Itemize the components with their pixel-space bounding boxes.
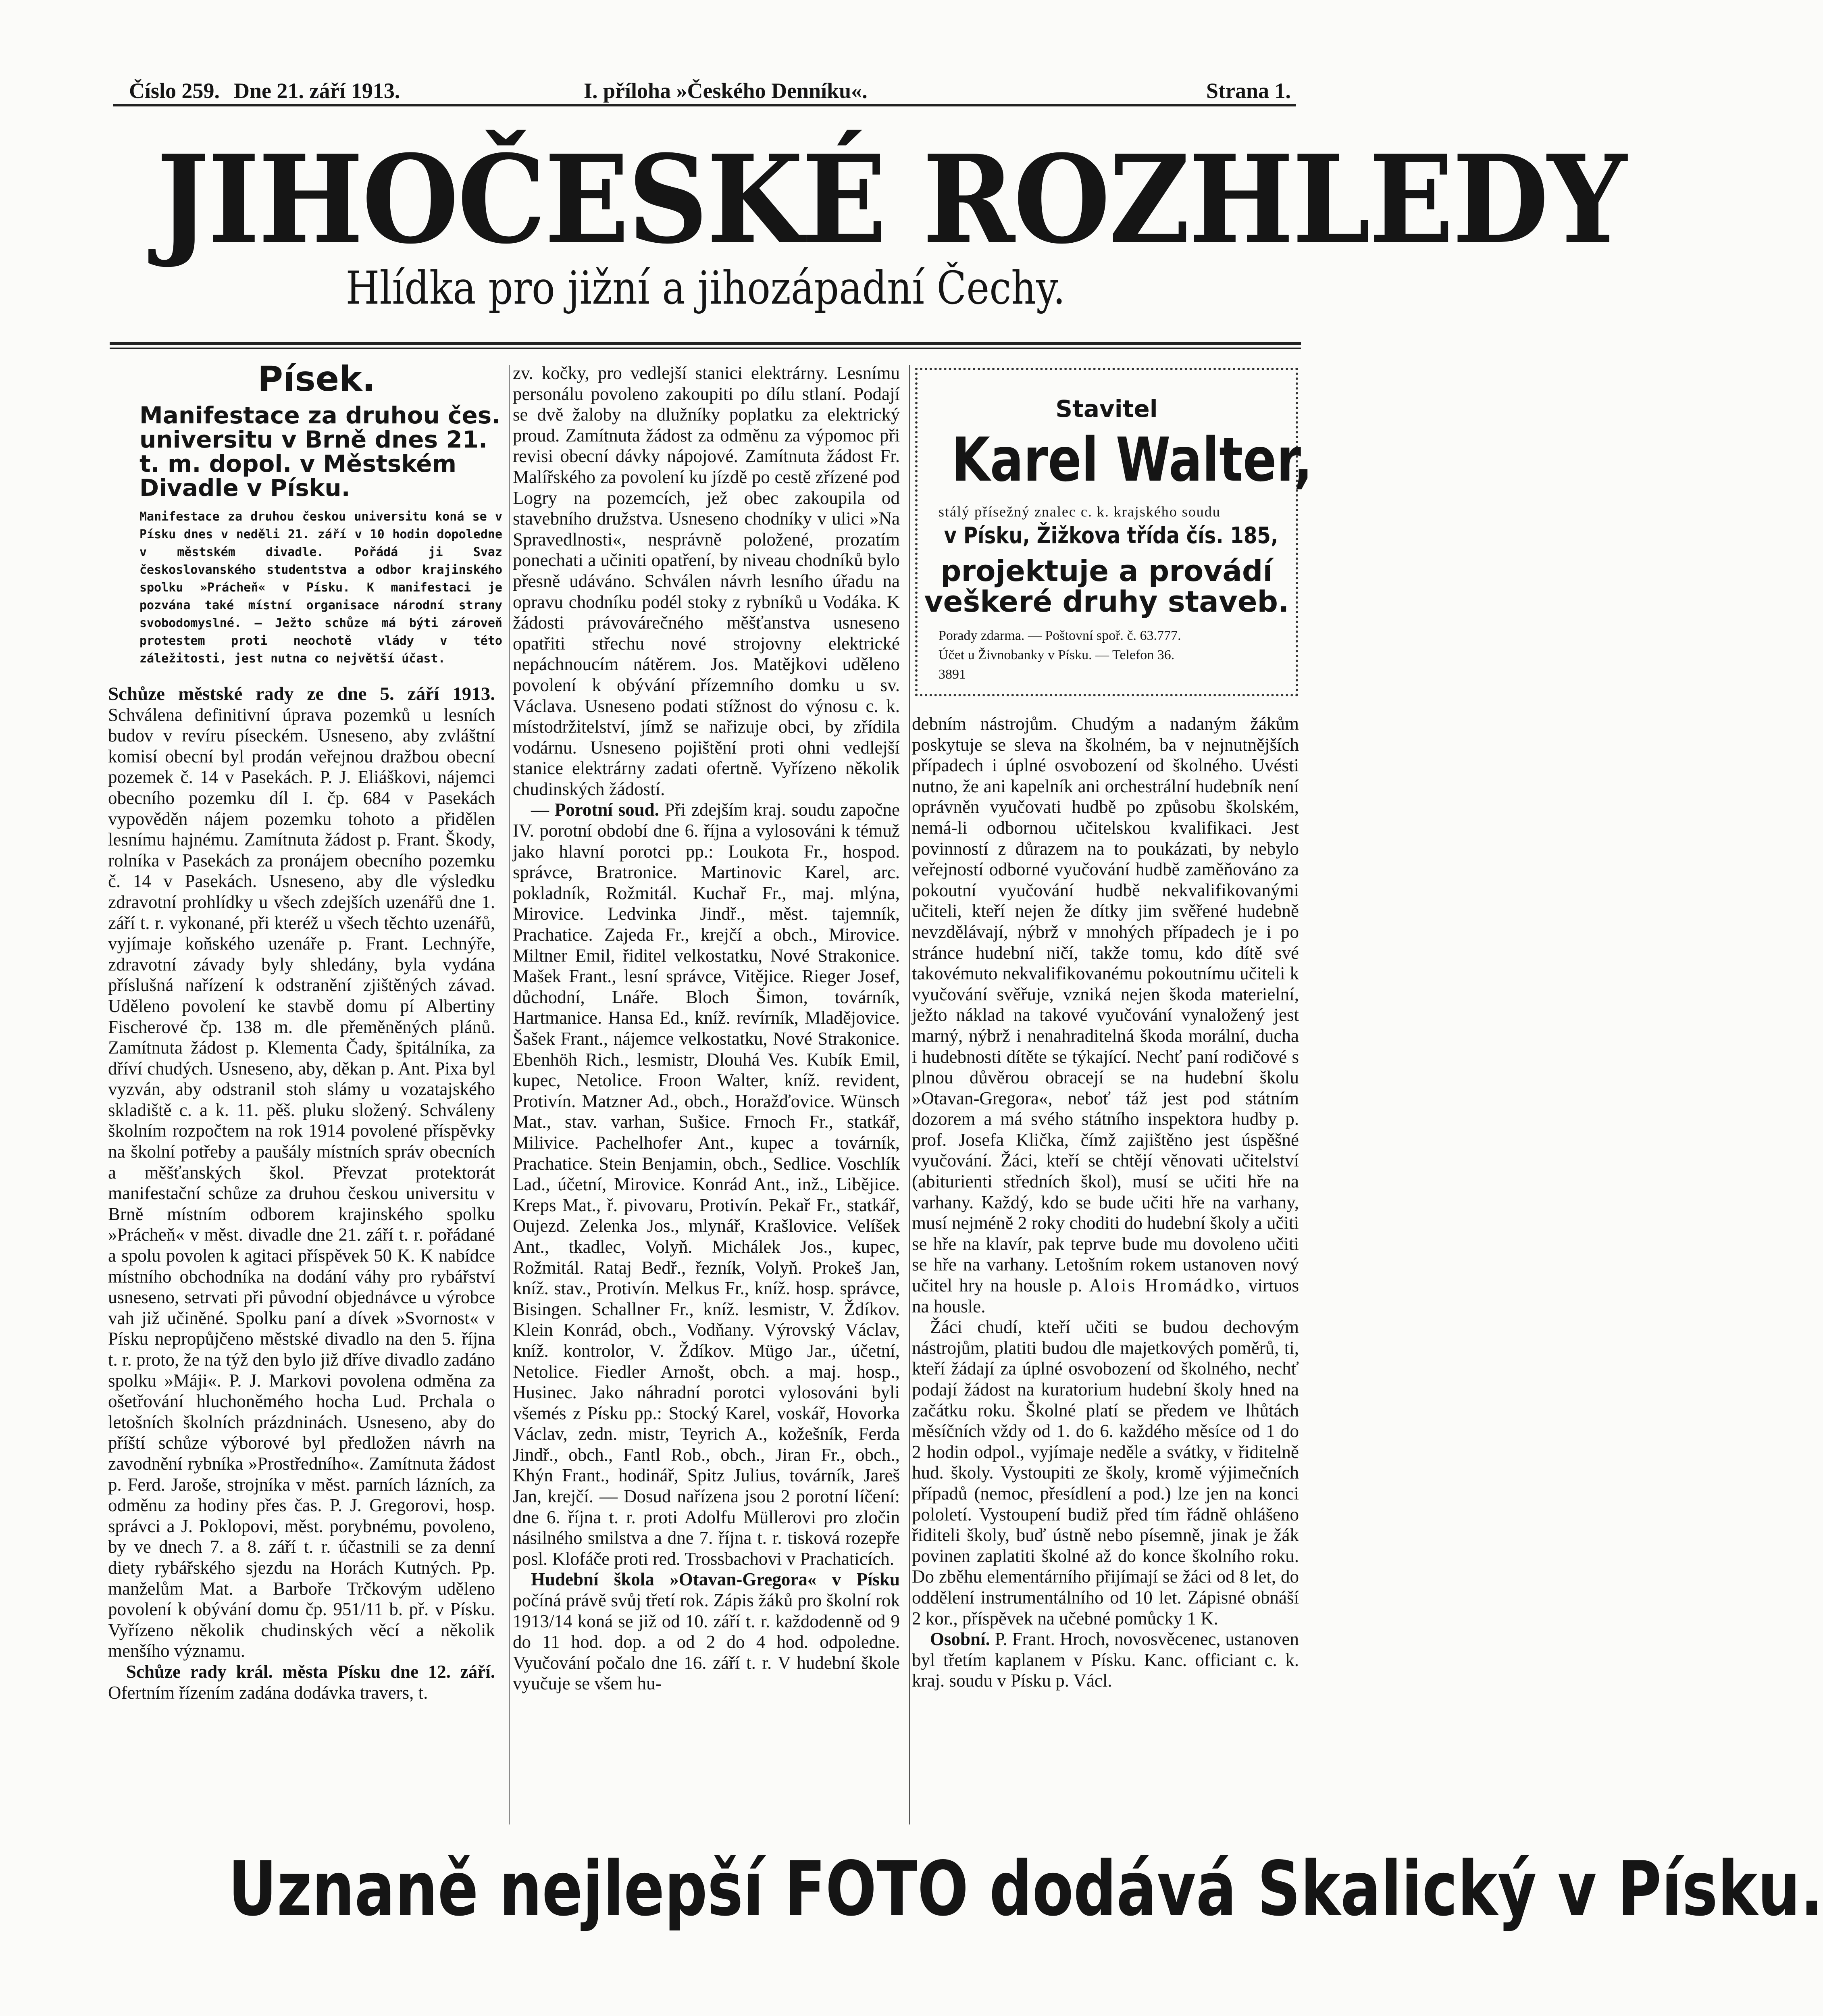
- ad-reference: 3891: [939, 667, 966, 682]
- issue-date: Dne 21. září 1913.: [234, 79, 400, 103]
- article-text: počíná právě svůj třetí rok. Zápis žáků pro školní rok 1913/14 koná se již od 10. září t. r. každodenně od 9 do 11 hod. dop. a od 2 do 4 hod. odpoledne. Vyučování počalo dne 16. září t. r. V hudební škole vyučuje se všem hu-: [513, 1590, 900, 1694]
- masthead-rule-thin: [110, 348, 1301, 349]
- article-title: Osobní.: [930, 1629, 990, 1649]
- ad-bank: Účet u Živnobanky v Písku. — Telefon 36.: [939, 648, 1175, 662]
- page-number: Strana 1.: [1206, 79, 1291, 103]
- column-2-body: [513, 363, 900, 1824]
- teacher-name: Alois Hromádko,: [1089, 1275, 1242, 1296]
- column-3-body: [912, 714, 1299, 1824]
- article-text: Žáci chudí, kteří učiti se budou dechovým nástrojům, platiti budou dle majetkových poměrů, ti, kteří žádají za úplné osvobození od školného, nechť podají žádost na kuratorium hudební školy hned na začátku roku. Školné platí se předem ve lhůtách měsíčních vždy od 1. do 6. každého měsíce od 1 do 2 hodin odpol., vyjímaje neděle a svátky, v řiditelně hud. školy. Vystoupiti ze školy, kromě výjimečních případů (nemoc, přesídlení a pod.) lze jen na konci pololetí. Vystoupení budiž před tím řádně ohlášeno řiditeli školy, buď ústně nebo písemně, jinak je žák povinen zaplatiti školné až do konce školního roku. Do zběhu elementárního přijímají se žáci od 8 let, do oddělení instrumentálního od 10 let. Zápisné obnáší 2 kor., příspěvek na učebné pomůcky 1 K.: [912, 1317, 1299, 1629]
- header-rule: [113, 104, 1296, 106]
- masthead-title: JIHOČESKÉ ROZHLEDY: [156, 128, 1625, 271]
- column-rule-2: [909, 365, 910, 1824]
- ad-contact: Porady zdarma. — Poštovní spoř. č. 63.777.: [939, 628, 1181, 643]
- article-headline: Manifestace za druhou čes. universitu v Brně dnes 21. t. m. dopol. v Městském Divadle v Písku.: [139, 402, 501, 502]
- article-title: Schůze městské rady ze dne 5. září 1913.: [108, 683, 495, 704]
- ad-services: projektuje a provádí veškeré druhy staveb.: [924, 554, 1289, 619]
- article-text: Ofertním řízením zadána dodávka travers, t.: [108, 1682, 428, 1703]
- advertisement-banner: Uznaně nejlepší FOTO dodává Skalický v Písku.: [228, 1845, 1823, 1933]
- article-text: debním nástrojům. Chudým a nadaným žákům poskytuje se sleva na školném, ba v nejnutnějších případech i úplné osvobození od školného. Uvésti nutno, že ani kapelník ani orchestrální hudebník není oprávněn vyučovati hudbě po způsobu školském, nemá-li odbornou učitelskou kvalifikaci. Jest povinností z důrazem na to poukázati, by nebylo veřejností odborné vyučování hudbě zaměňováno za pokoutní vyučování hudbě nekvalifikovanými učiteli, kteří nejen že dítky jim svěřené hudebně nevzdělávají, nýbrž v mnohých případech je i po stránce hudební ničí, takže tomu, kdo dítě své takovémuto nekvalifikovanému pokoutnímu učiteli k vyučování svěřuje, vzniká nejen škoda materielní, ježto náklad na takové vyučování vynaložený jest marný, nýbrž i nenahraditelná škoda morální, ducha i hudebnosti dítěte se týkající. Nechť paní rodičové s plnou důvěrou obracejí se na hudební školu »Otavan-Gregora«, neboť táž jest pod státním dozorem a má svého státního inspektora hudby p. prof. Josefa Klička, čímž zajištěno jest úspěšné vyučování. Žáci, kteří se chtějí věnovati učitelství (abiturienti středních škol), musí se učiti hře na varhany. Každý, kdo se bude učiti hře na varhany, musí nejméně 2 roky choditi do hudební školy a učiti se hře na klavír, pak teprve bude mu dovoleno učiti se hře na varhany. Letošním rokem ustanoven nový učitel hry na housle p.: [912, 714, 1299, 1296]
- column-1-body: [108, 684, 495, 1825]
- article-text: Schválena definitivní úprava pozemků u lesních budov v revíru píseckém. Usneseno, aby zvláštní komisí obecní byl prodán veřejnou dražbou obecní pozemek č. 14 v Pasekách. P. J. Eliáškovi, nájemci obecního pozemku díl I. čp. 684 v Pasekách vypověděn nájem pozemku tohoto a přidělen lesnímu hajnému. Zamítnuta žádost p. Frant. Škody, rolníka v Pasekách za pronájem obecního pozemku č. 14 v Pasekách. Usneseno, aby dle výsledku zdravotní prohlídky u všech zdejších uzenářů dne 1. září t. r. vykonané, při kteréž u všech těchto uzenářů, vyjímaje koňského uzenáře p. Frant. Lechnýře, zdravotní závady byly shledány, byla vydána příslušná nařízení k odstranění zjištěných závad. Uděleno povolení ke stavbě domu pí Albertiny Fischerové čp. 138 m. dle přeměněných plánů. Zamítnuta žádost p. Klementa Čady, špitálníka, za dříví chudých. Usneseno, aby, děkan p. Ant. Pixa byl vyzván, aby odstranil stoh slámy u vozatajského skladiště c. a k. 11. pěš. pluku složený. Schváleny školním rozpočtem na rok 1914 povolené příspěvky na školní potřeby a paušály místních správ obecních a měšťanských škol. Převzat protektorát manifestační schůze za druhou českou universitu v Brně místním odborem krajinského spolku »Prácheň« v měst. divadle dne 21. září t. r. pořádané a spolu povolen k agitaci příspěvek 50 K. K nabídce místního obchodníka na dodání váhy pro rybářství usneseno, setrvati při původní objednávce u výrobce vah již učiněné. Spolku paní a dívek »Svornost« v Písku nepropůjčeno městské divadlo na den 5. října t. r. proto, že na týž den bylo již dříve divadlo zadáno spolku »Máji«. P. J. Markovi povolena odměna za ošetřování hluchoněmého hocha Lud. Prchala o letošních školních prázdninách. Usneseno, aby do příští schůze výborové byl předložen návrh na zavodnění rybníka »Prostředního«. Zamítnuta žádost p. Ferd. Jaroše, strojníka v měst. parních lázních, za odměnu za hodiny přes čas. P. J. Gregorovi, hosp. správci a J. Poklopovi, měst. porybnému, povoleno, by ve dnech 7. a 8. září t. r. účastnili se za denní diety rybářského sjezdu na Horách Kutných. Pp. manželům Mat. a Barboře Trčkovým uděleno povolení k obývání domu čp. 951/11 b. př. v Písku. Vyřízeno několik chudinských věcí a několik menšího významu.: [108, 704, 495, 1661]
- ad-kicker: Stavitel: [1055, 395, 1158, 423]
- article-text: zv. kočky, pro vedlejší stanici elektrárny. Lesnímu personálu povoleno zakoupiti po dílu stlaní. Podají se dvě žaloby na dlužníky poplatku za elektrický proud. Zamítnuta žádost za odměnu za výpomoc při revisi obecní dávky nápojové. Zamítnuta žádost Fr. Malířského za povolení ku jízdě po cestě zřízené pod Logry na pozemcích, jež obec zakoupila od stavebního družstva. Usneseno chodníky v ulici »Na Spravedlnosti«, nesprávně položené, prozatím ponechati a učiniti opatření, by niveau chodníků bylo přesně udáváno. Schválen návrh lesního úřadu na opravu chodníku podél stoky z rybníků u Vodáka. K žádosti právovárečného měšťanstva usneseno opatřiti střechu nové strojovny elektrické nepáchnoucím nátěrem. Jos. Matějkovi uděleno povolení k obývání přízemního domku u sv. Václava. Usneseno podati stížnost do výnosu c. k. místodržitelství, jímž se nařizuje obci, by zřídila vodárnu. Usneseno pojištění proti ohni vedlejší stanice elektrárny zadati ofertně. Vyřízeno několik chudinských žádostí.: [513, 363, 900, 799]
- running-header: [113, 72, 1296, 108]
- article-text: P. Frant. Hroch, novosvěcenec, ustanoven byl třetím kaplanem v Písku. Kanc. officiant c. k. kraj. soudu v Písku p. Václ.: [912, 1629, 1299, 1691]
- article-text: virtuos na housle.: [912, 1275, 1299, 1316]
- section-title: Písek.: [258, 359, 375, 399]
- ad-address: v Písku, Žižkova třída čís. 185,: [944, 523, 1278, 549]
- ad-credentials: stálý přísežný znalec c. k. krajského soudu: [939, 504, 1221, 520]
- issue-number: Číslo 259.: [129, 79, 220, 103]
- supplement-label: I. příloha »Českého Denníku«.: [584, 79, 868, 103]
- article-title: — Porotní soud.: [531, 800, 659, 820]
- ad-name: Karel Walter,: [951, 425, 1313, 495]
- article-title: Hudební škola »Otavan-Gregora« v Písku: [531, 1569, 900, 1590]
- article-lead: Manifestace za druhou českou universitu koná se v Písku dnes v neděli 21. září v 10 hodin dopoledne v městském divadle. Pořádá ji Svaz českoslovanského studentstva a odbor krajinského spolku »Prácheň« v Písku. K manifestaci je pozvána také místní organisace národní strany svobodomyslné. — Ježto schůze má býti zároveň protestem proti neochotě vlády v této záležitosti, jest nutna co největší účast.: [139, 510, 502, 666]
- column-rule-1: [509, 365, 510, 1824]
- masthead-subtitle: Hlídka pro jižní a jihozápadní Čechy.: [345, 262, 1065, 314]
- article-title: Schůze rady král. města Písku dne 12. září.: [126, 1661, 495, 1682]
- masthead-rule: [110, 342, 1301, 345]
- advertisement-box: [915, 368, 1313, 696]
- article-text: Při zdejším kraj. soudu započne IV. porotní období dne 6. října a vylosováni k témuž jako hlavní porotci pp.: Loukota Fr., hospod. správce, Bratronice. Martinovic Karel, arc. pokladník, Rožmitál. Kuchař Fr., maj. mlýna, Mirovice. Ledvinka Jindř., měst. tajemník, Prachatice. Zajeda Fr., krejčí a obch., Mirovice. Miltner Emil, řiditel velkostatku, Nové Strakonice. Mašek Frant., lesní správce, Vitějice. Rieger Josef, důchodní, Lnáře. Bloch Šimon, továrník, Hartmanice. Hansa Ed., kníž. revírník, Mladějovice. Šašek Frant., nájemce velkostatku, Nové Strakonice. Ebenhöh Rich., lesmistr, Dlouhá Ves. Kubík Emil, kupec, Netolice. Froon Walter, kníž. revident, Protivín. Matzner Ad., obch., Horažďovice. Wünsch Mat., stav. varhan, Sušice. Frnoch Fr., statkář, Milivice. Pachelhofer Ant., kupec a továrník, Prachatice. Stein Benjamin, obch., Sedlice. Voschlík Lad., účetní, Mirovice. Konrád Ant., inž., Libějice. Kreps Mat., ř. pivovaru, Protivín. Pekař Fr., statkář, Oujezd. Zelenka Jos., mlynář, Krašlovice. Velíšek Ant., tkadlec, Volyň. Michálek Jos., kupec, Rožmitál. Rataj Bedř., řezník, Volyň. Prokeš Jan, kníž. stav., Protivín. Melkus Fr., kníž. hosp. správce, Bisingen. Schallner Fr., kníž. lesmistr, V. Ždíkov. Klein Konrád, obch., Vodňany. Výrovský Václav, kníž. kontrolor, V. Ždíkov. Mügo Jar., účetní, Netolice. Fiedler Arnošt, obch. a maj. hosp., Husinec. Jako náhradní porotci vylosováni byli všemés z Písku pp.: Stocký Karel, voskář, Hovorka Václav, zedn. mistr, Teyrich A., kožešník, Ferda Jindř., obch., Fantl Rob., obch., Jiran Fr., obch., Khýn Frant., hodinář, Spitz Julius, továrník, Jareš Jan, krejčí. — Dosud nařízena jsou 2 porotní líčení: dne 6. října t. r. proti Adolfu Müllerovi pro zločin násilného smilstva a dne 7. října t. r. tisková rozepře posl. Klofáče proti red. Trossbachovi v Prachaticích.: [513, 800, 900, 1569]
